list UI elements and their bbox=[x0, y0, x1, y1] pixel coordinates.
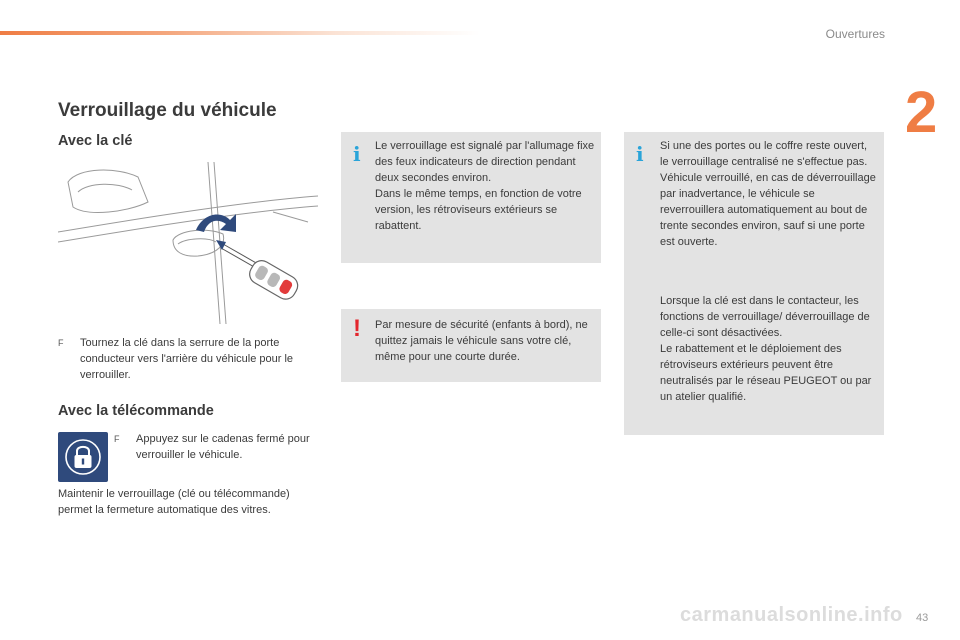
warning-box-safety bbox=[341, 309, 601, 382]
remote-note: Maintenir le verrouillage (clé ou télécommande) permet la fermeture automatique des vitres. bbox=[58, 488, 290, 516]
bullet-marker: F bbox=[114, 434, 120, 444]
info-icon: i bbox=[636, 142, 644, 166]
info-box-central-locking-text-2: Lorsque la clé est dans le contacteur, les fonctions de verrouillage/ déverrouillage de celle-ci sont désactivées. Le rabattement et le déploiement des rétroviseurs extérieurs peuvent être neutralisés par le réseau PEUGEOT ou par un atelier qualifié. bbox=[660, 295, 872, 403]
heading-key: Avec la clé bbox=[58, 133, 133, 149]
warning-icon: ! bbox=[353, 315, 361, 342]
warning-box-text: Par mesure de sécurité (enfants à bord), ne quittez jamais le véhicule sans votre clé, même pour une courte durée. bbox=[375, 319, 588, 363]
door-lock-illustration bbox=[58, 162, 318, 324]
remote-instruction-text: Appuyez sur le cadenas fermé pour verrouiller le véhicule. bbox=[136, 433, 310, 461]
watermark: carmanualsonline.info bbox=[680, 604, 903, 626]
remote-lock-button-icon bbox=[58, 432, 108, 482]
info-box-signal bbox=[341, 132, 601, 263]
key-instruction bbox=[58, 335, 318, 383]
key-instruction-text: Tournez la clé dans la serrure de la porte conducteur vers l'arrière du véhicule pour le verrouiller. bbox=[80, 337, 294, 381]
heading-remote: Avec la télécommande bbox=[58, 403, 214, 419]
info-box-central-locking-text-1: Si une des portes ou le coffre reste ouvert, le verrouillage centralisé ne s'effectue pas. Véhicule verrouillé, en cas de déverrouillage par inadvertance, le véhicule se reverrouillera automatiquement au bout de trente secondes environ, sauf si une porte est ouverte. bbox=[660, 140, 876, 248]
padlock-icon bbox=[58, 432, 108, 482]
info-box-signal-text: Le verrouillage est signalé par l'allumage fixe des feux indicateurs de direction pendant deux secondes environ. Dans le même temps, en fonction de votre version, les rétroviseurs extérieurs se rabattent. bbox=[375, 140, 595, 232]
page-title: Verrouillage du véhicule bbox=[58, 100, 277, 121]
info-icon: i bbox=[353, 142, 361, 166]
page-number: 43 bbox=[916, 612, 929, 624]
header-accent-bar bbox=[0, 31, 480, 35]
bullet-marker: F bbox=[58, 338, 64, 348]
section-label: Ouvertures bbox=[825, 27, 885, 41]
info-box-central-locking bbox=[624, 132, 884, 435]
chapter-number: 2 bbox=[905, 80, 938, 145]
remote-instruction bbox=[114, 431, 314, 463]
